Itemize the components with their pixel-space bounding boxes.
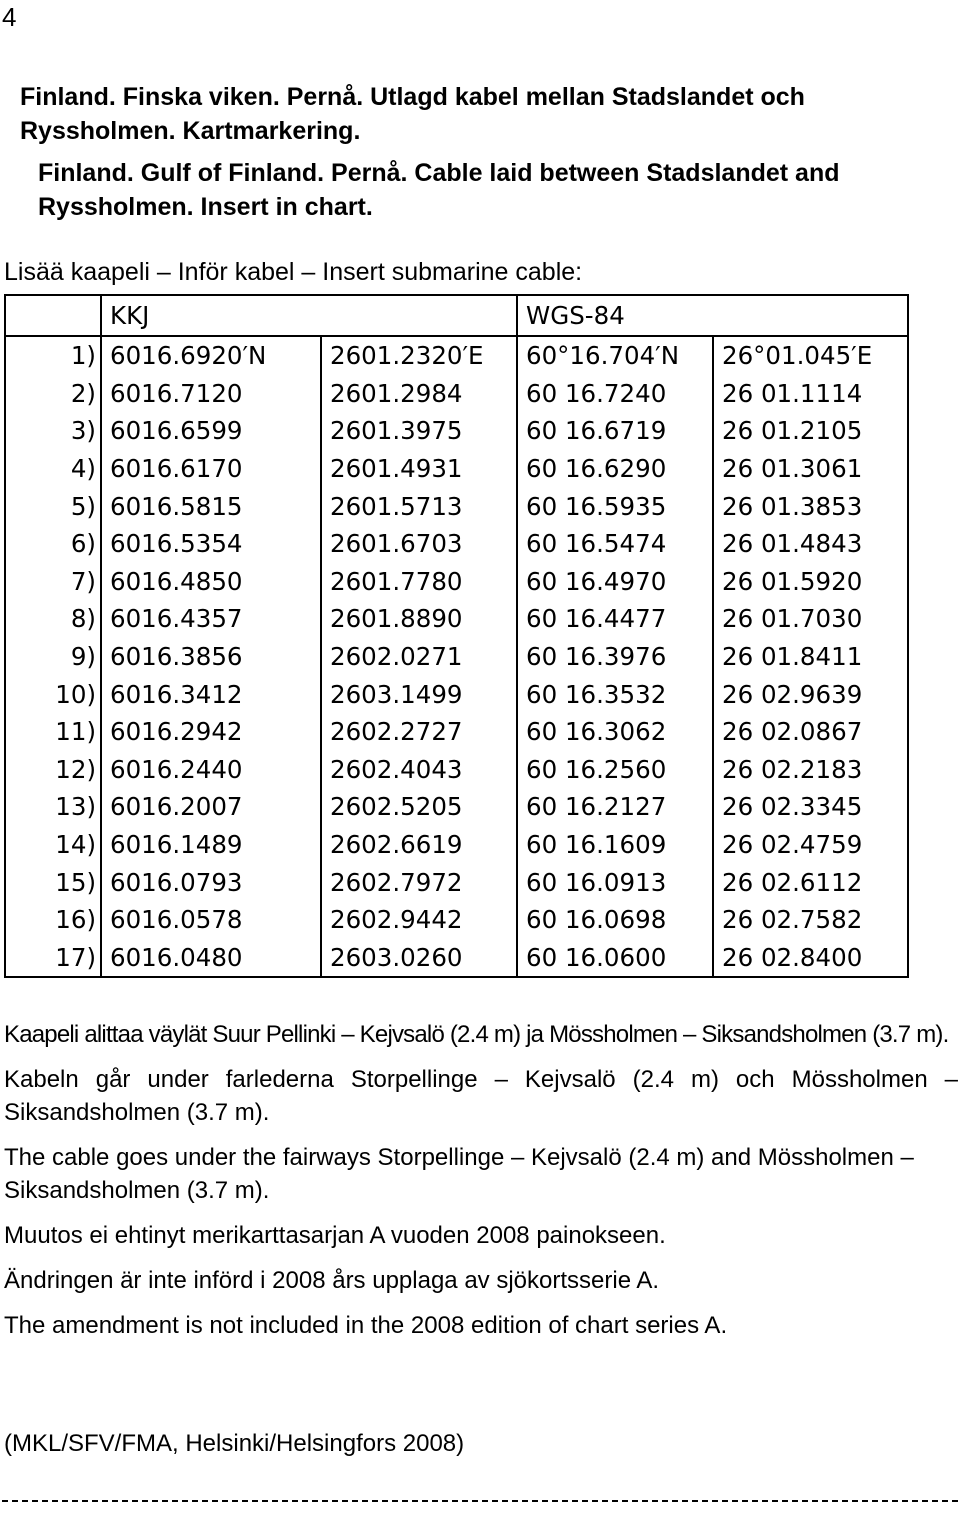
header-wgs84-spacer <box>713 295 908 336</box>
wgs84-north-cell: 60 16.3976 <box>517 638 713 676</box>
kkj-east-cell: 2602.5205 <box>321 788 517 826</box>
wgs84-north-cell: 60 16.5474 <box>517 525 713 563</box>
wgs84-east-cell: 26 02.9639 <box>713 675 908 713</box>
row-index: 10) <box>5 675 101 713</box>
kkj-east-cell: 2602.0271 <box>321 638 517 676</box>
wgs84-east-cell: 26 01.3853 <box>713 487 908 525</box>
kkj-east-cell: 2601.6703 <box>321 525 517 563</box>
kkj-east-cell: 2602.6619 <box>321 826 517 864</box>
kkj-east-cell: 2601.5713 <box>321 487 517 525</box>
table-row <box>5 675 908 713</box>
wgs84-north-cell: 60 16.6290 <box>517 450 713 488</box>
amendment-finnish: Muutos ei ehtinyt merikarttasarjan A vuoden 2008 painokseen. <box>4 1222 666 1249</box>
wgs84-north-cell: 60 16.7240 <box>517 375 713 413</box>
table-row <box>5 412 908 450</box>
header-index-cell <box>5 295 101 336</box>
kkj-north-cell: 6016.5354 <box>101 525 321 563</box>
amendment-english: The amendment is not included in the 2008 edition of chart series A. <box>4 1312 728 1339</box>
kkj-east-cell: 2601.2320′E <box>321 336 517 375</box>
note-swedish: Kabeln går under farlederna Storpellinge – Kejvsalö (2.4 m) och Mössholmen – Siksandsholmen (3.7 m). <box>4 1066 958 1126</box>
table-row <box>5 450 908 488</box>
row-index: 15) <box>5 863 101 901</box>
kkj-north-cell: 6016.6170 <box>101 450 321 488</box>
header-kkj: KKJ <box>101 295 321 336</box>
kkj-north-cell: 6016.4850 <box>101 563 321 601</box>
row-index: 3) <box>5 412 101 450</box>
source-citation: (MKL/SFV/FMA, Helsinki/Helsingfors 2008) <box>4 1430 465 1457</box>
table-row <box>5 901 908 939</box>
kkj-north-cell: 6016.6920′N <box>101 336 321 375</box>
kkj-north-cell: 6016.2440 <box>101 751 321 789</box>
row-index: 9) <box>5 638 101 676</box>
kkj-north-cell: 6016.0578 <box>101 901 321 939</box>
kkj-north-cell: 6016.4357 <box>101 600 321 638</box>
kkj-north-cell: 6016.6599 <box>101 412 321 450</box>
row-index: 2) <box>5 375 101 413</box>
wgs84-east-cell: 26 02.6112 <box>713 863 908 901</box>
table-row <box>5 600 908 638</box>
row-index: 1) <box>5 336 101 375</box>
table-row <box>5 525 908 563</box>
row-index: 5) <box>5 487 101 525</box>
table-row <box>5 939 908 978</box>
kkj-east-cell: 2603.0260 <box>321 939 517 978</box>
kkj-north-cell: 6016.2007 <box>101 788 321 826</box>
kkj-east-cell: 2602.4043 <box>321 751 517 789</box>
coordinate-table-body <box>5 295 908 977</box>
amendment-swedish: Ändringen är inte införd i 2008 års upplaga av sjökortsserie A. <box>4 1267 660 1294</box>
kkj-east-cell: 2601.4931 <box>321 450 517 488</box>
kkj-north-cell: 6016.3412 <box>101 675 321 713</box>
kkj-east-cell: 2602.9442 <box>321 901 517 939</box>
row-index: 11) <box>5 713 101 751</box>
wgs84-east-cell: 26 02.4759 <box>713 826 908 864</box>
kkj-north-cell: 6016.0793 <box>101 863 321 901</box>
kkj-north-cell: 6016.0480 <box>101 939 321 978</box>
wgs84-east-cell: 26°01.045′E <box>713 336 908 375</box>
title-english: Finland. Gulf of Finland. Pernå. Cable laid between Stadslandet and Ryssholmen. Insert in chart. <box>38 159 840 221</box>
note-finnish: Kaapeli alittaa väylät Suur Pellinki – Kejvsalö (2.4 m) ja Mössholmen – Siksandsholmen (3.7 m). <box>4 1021 949 1048</box>
table-row <box>5 788 908 826</box>
table-row <box>5 863 908 901</box>
wgs84-north-cell: 60 16.6719 <box>517 412 713 450</box>
wgs84-east-cell: 26 01.1114 <box>713 375 908 413</box>
row-index: 14) <box>5 826 101 864</box>
kkj-north-cell: 6016.7120 <box>101 375 321 413</box>
page-number: 4 <box>2 2 17 32</box>
coordinate-table <box>4 294 909 978</box>
table-row <box>5 751 908 789</box>
table-row <box>5 638 908 676</box>
wgs84-north-cell: 60 16.4477 <box>517 600 713 638</box>
kkj-north-cell: 6016.1489 <box>101 826 321 864</box>
kkj-east-cell: 2602.2727 <box>321 713 517 751</box>
wgs84-north-cell: 60 16.5935 <box>517 487 713 525</box>
wgs84-north-cell: 60 16.1609 <box>517 826 713 864</box>
wgs84-east-cell: 26 02.3345 <box>713 788 908 826</box>
kkj-north-cell: 6016.3856 <box>101 638 321 676</box>
wgs84-east-cell: 26 02.7582 <box>713 901 908 939</box>
wgs84-north-cell: 60 16.2127 <box>517 788 713 826</box>
wgs84-north-cell: 60 16.4970 <box>517 563 713 601</box>
kkj-east-cell: 2601.2984 <box>321 375 517 413</box>
kkj-north-cell: 6016.2942 <box>101 713 321 751</box>
notes <box>4 1018 958 1354</box>
wgs84-east-cell: 26 01.4843 <box>713 525 908 563</box>
row-index: 8) <box>5 600 101 638</box>
wgs84-north-cell: 60 16.2560 <box>517 751 713 789</box>
wgs84-east-cell: 26 01.2105 <box>713 412 908 450</box>
row-index: 17) <box>5 939 101 978</box>
kkj-east-cell: 2602.7972 <box>321 863 517 901</box>
kkj-east-cell: 2601.7780 <box>321 563 517 601</box>
header-kkj-spacer <box>321 295 517 336</box>
wgs84-north-cell: 60 16.0698 <box>517 901 713 939</box>
table-row <box>5 826 908 864</box>
table-row <box>5 563 908 601</box>
row-index: 16) <box>5 901 101 939</box>
row-index: 7) <box>5 563 101 601</box>
table-row <box>5 336 908 375</box>
row-index: 4) <box>5 450 101 488</box>
wgs84-east-cell: 26 02.2183 <box>713 751 908 789</box>
insert-cable-heading: Lisää kaapeli – Inför kabel – Insert submarine cable: <box>4 258 583 286</box>
kkj-east-cell: 2601.8890 <box>321 600 517 638</box>
wgs84-north-cell: 60°16.704′N <box>517 336 713 375</box>
table-row <box>5 487 908 525</box>
kkj-east-cell: 2603.1499 <box>321 675 517 713</box>
wgs84-north-cell: 60 16.0600 <box>517 939 713 978</box>
wgs84-east-cell: 26 01.3061 <box>713 450 908 488</box>
wgs84-north-cell: 60 16.3532 <box>517 675 713 713</box>
wgs84-east-cell: 26 01.8411 <box>713 638 908 676</box>
table-row <box>5 375 908 413</box>
wgs84-north-cell: 60 16.3062 <box>517 713 713 751</box>
header-wgs84: WGS-84 <box>517 295 713 336</box>
title-swedish: Finland. Finska viken. Pernå. Utlagd kabel mellan Stadslandet och Ryssholmen. Kartmarkering. <box>20 83 805 145</box>
table-row <box>5 713 908 751</box>
row-index: 13) <box>5 788 101 826</box>
row-index: 12) <box>5 751 101 789</box>
wgs84-east-cell: 26 02.0867 <box>713 713 908 751</box>
table-header-row <box>5 295 908 336</box>
wgs84-east-cell: 26 01.5920 <box>713 563 908 601</box>
kkj-north-cell: 6016.5815 <box>101 487 321 525</box>
wgs84-north-cell: 60 16.0913 <box>517 863 713 901</box>
wgs84-east-cell: 26 02.8400 <box>713 939 908 978</box>
wgs84-east-cell: 26 01.7030 <box>713 600 908 638</box>
row-index: 6) <box>5 525 101 563</box>
note-english: The cable goes under the fairways Storpellinge – Kejvsalö (2.4 m) and Mössholmen – Siksandsholmen (3.7 m). <box>4 1144 914 1204</box>
dashed-rule <box>2 1500 958 1502</box>
kkj-east-cell: 2601.3975 <box>321 412 517 450</box>
